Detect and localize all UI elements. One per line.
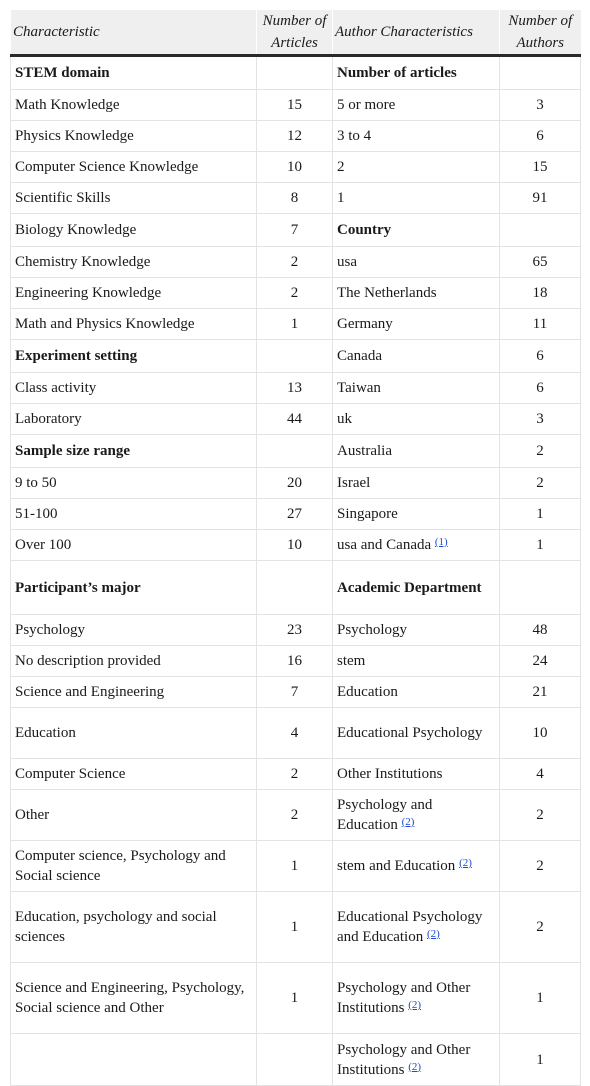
author-characteristic-cell-text: stem	[337, 653, 366, 669]
table-row	[11, 56, 581, 90]
articles-count-cell	[257, 373, 333, 404]
articles-count-cell	[257, 561, 333, 615]
author-characteristic-cell	[333, 892, 500, 963]
author-characteristic-cell	[333, 963, 500, 1034]
characteristic-cell-text: Math Knowledge	[15, 97, 120, 113]
authors-count-cell-text: 6	[536, 380, 544, 396]
characteristic-cell	[11, 615, 257, 646]
table-row	[11, 615, 581, 646]
articles-count-cell	[257, 963, 333, 1034]
footnote-link[interactable]: (1)	[434, 536, 448, 548]
author-characteristic-cell-text: Germany	[337, 316, 393, 332]
articles-count-cell	[257, 183, 333, 214]
table-row	[11, 790, 581, 841]
authors-count-cell-text: 48	[532, 622, 548, 638]
authors-count-cell	[500, 90, 581, 121]
table-row	[11, 278, 581, 309]
author-characteristic-cell-text: Israel	[337, 475, 371, 491]
articles-count-cell-text: 2	[290, 254, 299, 270]
authors-count-cell	[500, 530, 581, 561]
articles-count-cell	[257, 278, 333, 309]
author-characteristic-cell-text: Psychology and Other Institutions	[337, 980, 471, 1016]
characteristic-cell	[11, 373, 257, 404]
author-characteristic-cell	[333, 152, 500, 183]
characteristic-cell-text: Biology Knowledge	[15, 222, 137, 238]
table-row	[11, 214, 581, 247]
articles-count-cell	[257, 56, 333, 90]
characteristic-cell	[11, 892, 257, 963]
articles-count-cell-text: 2	[290, 807, 299, 823]
characteristic-cell	[11, 183, 257, 214]
authors-count-cell-text: 1	[536, 990, 544, 1006]
authors-count-cell	[500, 183, 581, 214]
characteristic-cell-text: Participant’s major	[15, 579, 141, 596]
author-characteristic-cell	[333, 90, 500, 121]
characteristic-cell	[11, 1034, 257, 1086]
characteristics-table	[10, 10, 581, 1086]
characteristic-cell	[11, 759, 257, 790]
characteristic-cell-text: Experiment setting	[15, 348, 138, 364]
characteristic-cell-text: Scientific Skills	[15, 190, 111, 206]
author-characteristic-cell	[333, 278, 500, 309]
table-row	[11, 759, 581, 790]
characteristic-cell	[11, 121, 257, 152]
authors-count-cell	[500, 1034, 581, 1086]
characteristic-cell-text: Science and Engineering, Psychology, Social science and Other	[15, 980, 245, 1016]
footnote-link[interactable]: (2)	[408, 999, 422, 1011]
characteristic-cell	[11, 708, 257, 759]
characteristic-cell-text: No description provided	[15, 653, 161, 669]
articles-count-cell	[257, 404, 333, 435]
header-characteristic: Characteristic	[11, 10, 257, 56]
characteristic-cell	[11, 841, 257, 892]
articles-count-cell	[257, 759, 333, 790]
author-characteristic-cell-text: Taiwan	[337, 380, 381, 396]
authors-count-cell-text: 1	[536, 506, 544, 522]
characteristic-cell	[11, 309, 257, 340]
table-row	[11, 247, 581, 278]
authors-count-cell	[500, 615, 581, 646]
authors-count-cell-text: 24	[532, 653, 548, 669]
characteristic-cell	[11, 152, 257, 183]
articles-count-cell-text: 7	[290, 222, 299, 238]
articles-count-cell-text: 13	[287, 380, 302, 396]
authors-count-cell-text: 18	[532, 285, 548, 301]
author-characteristic-cell-text: Australia	[337, 443, 392, 459]
characteristic-cell	[11, 963, 257, 1034]
authors-count-cell	[500, 340, 581, 373]
articles-count-cell	[257, 152, 333, 183]
author-characteristic-cell	[333, 841, 500, 892]
table-row	[11, 121, 581, 152]
articles-count-cell-text: 10	[287, 537, 302, 553]
authors-count-cell	[500, 759, 581, 790]
articles-count-cell-text: 2	[290, 285, 299, 301]
articles-count-cell-text: 2	[290, 766, 299, 782]
table-row	[11, 708, 581, 759]
header-number-of-authors: Number of Authors	[500, 10, 581, 56]
author-characteristic-cell	[333, 530, 500, 561]
authors-count-cell-text: 2	[536, 919, 544, 935]
authors-count-cell	[500, 499, 581, 530]
authors-count-cell-text: 6	[536, 128, 544, 144]
articles-count-cell	[257, 892, 333, 963]
authors-count-cell-text: 2	[536, 858, 544, 874]
characteristic-cell-text: Chemistry Knowledge	[15, 254, 151, 270]
author-characteristic-cell	[333, 615, 500, 646]
table-row	[11, 530, 581, 561]
characteristic-cell	[11, 278, 257, 309]
author-characteristic-cell	[333, 183, 500, 214]
author-characteristic-cell-text: Educational Psychology	[337, 725, 483, 741]
table-row	[11, 841, 581, 892]
author-characteristic-cell-text: Other Institutions	[337, 766, 443, 782]
articles-count-cell	[257, 841, 333, 892]
author-characteristic-cell	[333, 646, 500, 677]
articles-count-cell	[257, 309, 333, 340]
authors-count-cell-text: 65	[532, 254, 548, 270]
characteristic-cell-text: Math and Physics Knowledge	[15, 316, 195, 332]
authors-count-cell-text: 3	[536, 411, 544, 427]
characteristic-cell	[11, 340, 257, 373]
authors-count-cell-text: 15	[532, 159, 548, 175]
characteristic-cell	[11, 499, 257, 530]
characteristic-cell	[11, 90, 257, 121]
header-author-characteristics: Author Characteristics	[333, 10, 500, 56]
articles-count-cell	[257, 468, 333, 499]
authors-count-cell-text: 1	[536, 537, 544, 553]
authors-count-cell	[500, 435, 581, 468]
table-row	[11, 373, 581, 404]
articles-count-cell	[257, 646, 333, 677]
authors-count-cell	[500, 677, 581, 708]
articles-count-cell	[257, 1034, 333, 1086]
table-row	[11, 561, 581, 615]
authors-count-cell	[500, 404, 581, 435]
characteristic-cell-text: Engineering Knowledge	[15, 285, 162, 301]
author-characteristic-cell-text: Canada	[337, 348, 382, 364]
articles-count-cell-text: 1	[290, 990, 299, 1006]
author-characteristic-cell-text: Psychology and Education	[337, 797, 433, 833]
author-characteristic-cell	[333, 435, 500, 468]
table-row	[11, 677, 581, 708]
author-characteristic-cell-text: Educational Psychology and Education	[337, 909, 483, 945]
authors-count-cell	[500, 247, 581, 278]
articles-count-cell	[257, 677, 333, 708]
author-characteristic-cell	[333, 56, 500, 90]
characteristic-cell-text: Class activity	[15, 380, 97, 396]
authors-count-cell	[500, 278, 581, 309]
characteristic-cell-text: Education	[15, 725, 76, 741]
authors-count-cell	[500, 121, 581, 152]
characteristic-cell-text: Science and Engineering	[15, 684, 165, 700]
authors-count-cell	[500, 963, 581, 1034]
authors-count-cell	[500, 646, 581, 677]
table-row	[11, 340, 581, 373]
author-characteristic-cell	[333, 373, 500, 404]
author-characteristic-cell-text: 5 or more	[337, 97, 396, 113]
articles-count-cell	[257, 247, 333, 278]
articles-count-cell	[257, 435, 333, 468]
articles-count-cell-text: 1	[290, 316, 299, 332]
characteristic-cell-text: Computer Science	[15, 766, 126, 782]
author-characteristic-cell	[333, 790, 500, 841]
characteristic-cell	[11, 530, 257, 561]
authors-count-cell-text: 2	[536, 807, 544, 823]
table-row	[11, 499, 581, 530]
characteristic-cell	[11, 56, 257, 90]
articles-count-cell-text: 16	[287, 653, 302, 669]
table-row	[11, 468, 581, 499]
author-characteristic-cell	[333, 214, 500, 247]
footnote-link[interactable]: (2)	[401, 816, 415, 828]
characteristic-cell-text: Psychology	[15, 622, 86, 638]
characteristic-cell	[11, 214, 257, 247]
author-characteristic-cell-text: Psychology and Other Institutions	[337, 1041, 471, 1078]
author-characteristic-cell	[333, 340, 500, 373]
articles-count-cell-text: 8	[290, 190, 299, 206]
authors-count-cell	[500, 152, 581, 183]
articles-count-cell	[257, 790, 333, 841]
author-characteristic-cell-text: uk	[337, 411, 352, 427]
author-characteristic-cell	[333, 121, 500, 152]
articles-count-cell-text: 10	[287, 159, 302, 175]
author-characteristic-cell-text: Education	[337, 684, 398, 700]
table-row	[11, 309, 581, 340]
articles-count-cell-text: 4	[290, 725, 299, 741]
author-characteristic-cell	[333, 708, 500, 759]
author-characteristic-cell	[333, 309, 500, 340]
authors-count-cell	[500, 56, 581, 90]
author-characteristic-cell	[333, 677, 500, 708]
authors-count-cell-text: 2	[536, 475, 544, 491]
author-characteristic-cell	[333, 1034, 500, 1086]
author-characteristic-cell-text: 2	[337, 159, 345, 175]
articles-count-cell	[257, 340, 333, 373]
author-characteristic-cell-text: usa and Canada	[337, 537, 432, 553]
articles-count-cell-text: 20	[287, 475, 302, 491]
authors-count-cell-text: 4	[536, 766, 544, 782]
header-number-of-articles: Number of Articles	[257, 10, 333, 56]
author-characteristic-cell-text: Academic Department	[337, 579, 482, 596]
authors-count-cell	[500, 214, 581, 247]
articles-count-cell-text: 27	[287, 506, 302, 522]
author-characteristic-cell-text: Psychology	[337, 622, 408, 638]
authors-count-cell	[500, 373, 581, 404]
articles-count-cell-text: 23	[287, 622, 302, 638]
characteristic-cell-text: 51-100	[15, 506, 58, 522]
articles-count-cell-text: 1	[290, 858, 299, 874]
characteristic-cell	[11, 404, 257, 435]
author-characteristic-cell	[333, 404, 500, 435]
footnote-link[interactable]: (2)	[408, 1060, 422, 1073]
authors-count-cell-text: 6	[536, 348, 544, 364]
articles-count-cell-text: 44	[287, 411, 302, 427]
authors-count-cell	[500, 841, 581, 892]
table-row	[11, 152, 581, 183]
author-characteristic-cell-text: 3 to 4	[337, 128, 372, 144]
articles-count-cell-text: 12	[287, 128, 302, 144]
characteristic-cell-text: STEM domain	[15, 65, 110, 81]
authors-count-cell	[500, 892, 581, 963]
authors-count-cell-text: 1	[536, 1051, 544, 1068]
characteristic-cell	[11, 435, 257, 468]
articles-count-cell-text: 7	[290, 684, 299, 700]
characteristic-cell-text: 9 to 50	[15, 475, 57, 491]
characteristic-cell-text: Physics Knowledge	[15, 128, 134, 144]
articles-count-cell	[257, 615, 333, 646]
characteristic-cell	[11, 468, 257, 499]
author-characteristic-cell	[333, 561, 500, 615]
characteristic-cell	[11, 646, 257, 677]
characteristic-cell	[11, 790, 257, 841]
characteristic-cell-text: Sample size range	[15, 443, 130, 459]
author-characteristic-cell-text: stem and Education	[337, 858, 456, 874]
table-row	[11, 183, 581, 214]
articles-count-cell	[257, 499, 333, 530]
articles-count-cell	[257, 121, 333, 152]
characteristic-cell-text: Education, psychology and social sciences	[15, 909, 217, 945]
author-characteristic-cell	[333, 247, 500, 278]
authors-count-cell	[500, 561, 581, 615]
characteristic-cell-text: Computer Science Knowledge	[15, 159, 199, 175]
author-characteristic-cell-text: Country	[337, 222, 392, 238]
articles-count-cell-text: 15	[287, 97, 302, 113]
table-row	[11, 892, 581, 963]
characteristic-cell-text: Computer science, Psychology and Social science	[15, 848, 226, 884]
author-characteristic-cell	[333, 468, 500, 499]
table-row	[11, 646, 581, 677]
footnote-link[interactable]: (2)	[459, 857, 472, 869]
table-row	[11, 435, 581, 468]
characteristic-cell	[11, 677, 257, 708]
authors-count-cell	[500, 468, 581, 499]
authors-count-cell-text: 11	[532, 316, 548, 332]
author-characteristic-cell-text: The Netherlands	[337, 285, 437, 301]
table-row	[11, 404, 581, 435]
table-row	[11, 1034, 581, 1086]
header-row	[11, 10, 581, 56]
articles-count-cell	[257, 530, 333, 561]
authors-count-cell	[500, 790, 581, 841]
authors-count-cell	[500, 708, 581, 759]
table-row	[11, 90, 581, 121]
characteristic-cell	[11, 561, 257, 615]
characteristic-cell	[11, 247, 257, 278]
authors-count-cell	[500, 309, 581, 340]
author-characteristic-cell	[333, 759, 500, 790]
author-characteristic-cell-text: Number of articles	[337, 65, 457, 81]
articles-count-cell	[257, 90, 333, 121]
authors-count-cell-text: 3	[536, 97, 544, 113]
articles-count-cell	[257, 708, 333, 759]
authors-count-cell-text: 2	[536, 443, 544, 459]
characteristic-cell-text: Laboratory	[15, 411, 82, 427]
author-characteristic-cell-text: Singapore	[337, 506, 398, 522]
articles-count-cell-text: 1	[290, 919, 299, 935]
authors-count-cell-text: 21	[532, 684, 548, 700]
author-characteristic-cell-text: 1	[337, 190, 345, 206]
footnote-link[interactable]: (2)	[426, 928, 440, 940]
characteristic-cell-text: Other	[15, 807, 50, 823]
author-characteristic-cell	[333, 499, 500, 530]
articles-count-cell	[257, 214, 333, 247]
table-row	[11, 963, 581, 1034]
author-characteristic-cell-text: usa	[337, 254, 357, 270]
characteristic-cell-text: Over 100	[15, 537, 72, 553]
authors-count-cell-text: 10	[532, 725, 548, 741]
authors-count-cell-text: 91	[532, 190, 548, 206]
